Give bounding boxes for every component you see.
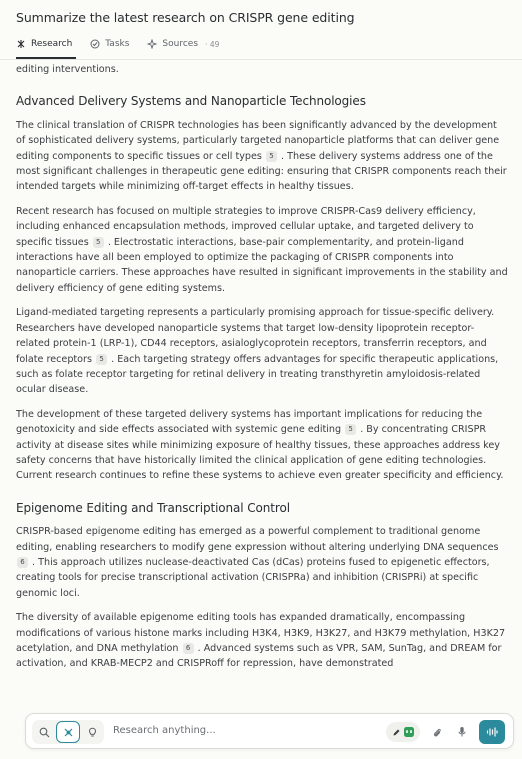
- waveform-icon: [486, 727, 498, 737]
- research-icon: [16, 39, 26, 49]
- research-mode-button[interactable]: [56, 721, 80, 743]
- submit-voice-button[interactable]: [479, 720, 505, 744]
- tab-tasks[interactable]: [90, 37, 129, 51]
- tab-sources[interactable]: [147, 37, 219, 51]
- tab-label: Research: [31, 39, 73, 49]
- tab-label: Tasks: [105, 39, 130, 49]
- header: [0, 0, 522, 60]
- citation-badge[interactable]: 5: [93, 237, 104, 248]
- tasks-icon: [90, 39, 100, 49]
- research-mode-icon: [63, 727, 74, 738]
- section-heading: Advanced Delivery Systems and Nanoparticle Technologies: [16, 94, 366, 109]
- research-content: [16, 62, 508, 681]
- citation-badge[interactable]: 5: [266, 151, 277, 162]
- paragraph: Recent research has focused on multiple strategies to improve CRISPR-Cas9 delivery efficiency, including enhanced encapsulation methods, improved cellular uptake, and targeted delivery to specific tissues 5 . Electrostatic interactions, base-pair complementarity, and protein-ligand interactions have all been employed to optimize the packaging of CRISPR components into nanoparticle carriers. These approaches have resulted in significant improvements in the stability and delivery efficiency of gene editing systems.: [16, 205, 508, 294]
- labs-mode-button[interactable]: [80, 721, 104, 743]
- tab-label: Sources: [162, 39, 199, 49]
- attach-button[interactable]: [429, 721, 445, 743]
- paragraph: CRISPR-based epigenome editing has emerged as a powerful complement to traditional genome editing, enabling researchers to modify gene expression without altering underlying DNA sequences 6 . This approach utilizes nuclease-deactivated Cas (dCas) proteins fused to epigenetic effectors, creating tools for precise transcriptional activation (CRISPRa) and inhibition (CRISPRi) at specific genomic loci.: [16, 526, 499, 599]
- input-tools: [386, 720, 505, 744]
- microphone-icon: [457, 726, 467, 738]
- voice-button[interactable]: [454, 721, 470, 743]
- citation-badge[interactable]: 5: [96, 354, 107, 365]
- search-mode-button[interactable]: [32, 721, 56, 743]
- citation-badge[interactable]: 5: [345, 424, 356, 435]
- paragraph: The development of these targeted delivery systems has important implications for reducing the genotoxicity and side effects associated with systemic gene editing 5 . By concentrating CRISPR activity at disease sites while minimizing exposure of healthy tissues, these approaches address key safety concerns that have historically limited the clinical application of gene editing technologies. Current research continues to refine these systems to achieve even greater specificity and efficiency.: [16, 408, 504, 482]
- citation-badge[interactable]: 6: [17, 557, 28, 568]
- paragraph: Ligand-mediated targeting represents a particularly promising approach for tissue-specific delivery. Researchers have developed nanoparticle systems that target low-density lipoprotein receptor-related protein-1 (LRP-1), CD44 receptors, asialoglycoprotein receptors, transferrin receptors, and folate receptors 5 . Each targeting strategy offers advantages for specific therapeutic applications, such as folate receptor targeting for retinal delivery in treating transthyretin amyloidosis-related ocular disease.: [16, 307, 499, 396]
- tab-bar: [16, 37, 237, 60]
- robot-icon: [403, 726, 415, 738]
- query-input[interactable]: Research anything...: [113, 725, 216, 736]
- lightbulb-icon: [87, 727, 98, 738]
- paperclip-icon: [432, 727, 442, 738]
- paragraph: The diversity of available epigenome editing tools has expanded dramatically, encompassing modifications of various histone marks including H3K4, H3K9, H3K27, and H3K79 methylation, H3K27 acetylation, and DNA methylation 6 . Advanced systems such as VPR, SAM, SunTag, and DREAM for activation, and KRAB-MECP2 and CRISPRoff for repression, have demonstrated: [16, 612, 506, 670]
- model-selector[interactable]: [386, 722, 420, 742]
- sources-icon: [147, 39, 157, 49]
- edit-icon: [392, 728, 401, 737]
- tab-research[interactable]: [16, 37, 72, 51]
- section-heading: Epigenome Editing and Transcriptional Control: [16, 500, 290, 515]
- mode-selector: [32, 720, 104, 744]
- sources-count: · 49: [205, 39, 220, 49]
- thread-title: Summarize the latest research on CRISPR gene editing: [16, 10, 355, 25]
- search-icon: [39, 727, 50, 738]
- citation-badge[interactable]: 6: [183, 643, 194, 654]
- paragraph: The clinical translation of CRISPR technologies has been significantly advanced by the development of sophisticated delivery systems, particularly targeted nanoparticle platforms that can deliver gene editing components to specific tissues or cell types 5 . These delivery systems address one of the most significant challenges in therapeutic gene editing: ensuring that CRISPR components reach their intended targets while minimizing off-target effects in healthy tissues.: [16, 119, 507, 193]
- paragraph: editing interventions.: [16, 64, 119, 75]
- query-input-bar: [25, 713, 514, 749]
